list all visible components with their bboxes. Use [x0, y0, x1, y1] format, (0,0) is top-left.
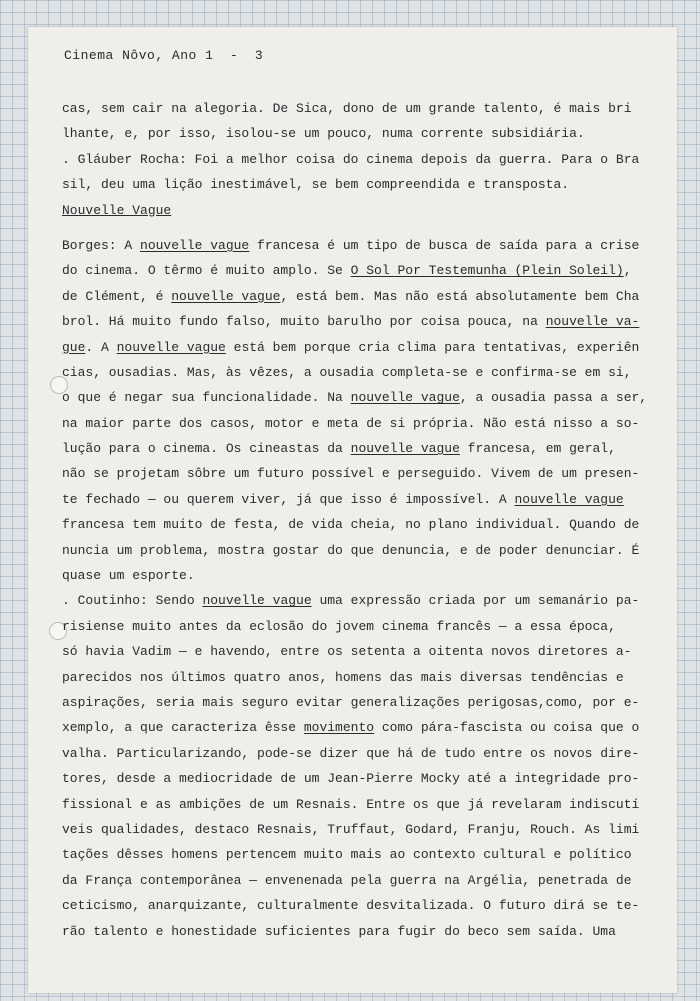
text-run: ceticismo, anarquizante, culturalmente desvitalizada. O futuro dirá se te- [62, 898, 640, 914]
text-run: do cinema. O têrmo é muito amplo. Se [62, 263, 351, 279]
text-run: te fechado — ou querem viver, já que isso é impossível. A [62, 491, 515, 507]
text-line [62, 715, 662, 740]
text-run: nuncia um problema, mostra gostar do que denuncia, e de poder denunciar. É [62, 542, 640, 558]
text-run: xemplo, a que caracteriza êsse [62, 720, 304, 736]
text-run: veis qualidades, destaco Resnais, Truffaut, Godard, Franju, Rouch. As limi [62, 821, 640, 837]
text-line [62, 868, 662, 893]
text-run: rão talento e honestidade suficientes para fugir do beco sem saída. Uma [62, 923, 616, 939]
text-line [62, 284, 662, 309]
text-run: . Gláuber Rocha: Foi a melhor coisa do cinema depois da guerra. Para o Bra [62, 151, 640, 167]
underlined-text: nouvelle va- [545, 314, 640, 330]
underlined-text: nouvelle vague [116, 339, 226, 355]
text-run: só havia Vadim — e havendo, entre os setenta a oitenta novos diretores a- [62, 644, 632, 660]
text-run: fissional e as ambições de um Resnais. Entre os que já revelaram indiscutí [62, 796, 640, 812]
underlined-text: nouvelle vague [140, 237, 250, 253]
text-run: cias, ousadias. Mas, às vêzes, a ousadia completa-se e confirma-se em si, [62, 364, 632, 380]
text-run: , está bem. Mas não está absolutamente bem Cha [280, 288, 640, 304]
text-run: cas, sem cair na alegoria. De Sica, dono de um grande talento, é mais bri [62, 101, 632, 116]
text-run: francesa, em geral, [459, 441, 616, 457]
text-line [62, 233, 662, 258]
text-line [62, 172, 662, 197]
text-line [62, 436, 662, 461]
text-line [62, 360, 662, 385]
text-line [62, 665, 662, 690]
text-run: risiense muito antes da eclosão do jovem cinema francês — a essa época, [62, 618, 616, 634]
underlined-text: nouvelle vague [514, 491, 624, 507]
text-line [62, 766, 662, 791]
underlined-text: nouvelle vague [171, 288, 281, 304]
text-run: uma expressão criada por um semanário pa- [311, 593, 640, 609]
text-line [62, 385, 662, 410]
text-line [62, 588, 662, 613]
text-run: na maior parte dos casos, motor e meta de si própria. Não está nisso a so- [62, 415, 640, 431]
text-line [62, 121, 662, 146]
text-line [62, 512, 662, 537]
text-line [62, 335, 662, 360]
text-run: , a ousadia passa a ser, [459, 390, 648, 406]
underlined-text: movimento [303, 720, 375, 736]
body-text [62, 96, 662, 944]
text-run: como pára-fascista ou coisa que o [374, 720, 640, 736]
text-run: francesa tem muito de festa, de vida cheia, no plano individual. Quando de [62, 517, 640, 533]
text-run: aspirações, seria mais seguro evitar generalizações perigosas,como, por e- [62, 694, 640, 710]
text-line [62, 538, 662, 563]
text-line [62, 309, 662, 334]
text-line [62, 919, 662, 944]
text-run: tações dêsses homens pertencem muito mais ao contexto cultural e político [62, 847, 632, 863]
text-line [62, 690, 662, 715]
text-run: valha. Particularizando, pode-se dizer que há de tudo entre os novos dire- [62, 745, 640, 761]
text-run: quase um esporte. [62, 568, 195, 584]
text-run: não se projetam sôbre um futuro possível e perseguido. Vivem de um presen- [62, 466, 640, 482]
underlined-text: nouvelle vague [350, 390, 460, 406]
typewritten-page [28, 27, 677, 993]
text-run: brol. Há muito fundo falso, muito barulho por coisa pouca, na [62, 314, 546, 330]
text-line [62, 893, 662, 918]
text-line [62, 614, 662, 639]
text-line [62, 411, 662, 436]
text-run: lução para o cinema. Os cineastas da [62, 441, 351, 457]
text-run: . Coutinho: Sendo [62, 593, 203, 609]
underlined-text: nouvelle vague [202, 593, 312, 609]
text-run: o que é negar sua funcionalidade. Na [62, 390, 351, 406]
text-run: está bem porque cria clima para tentativas, experiên [225, 339, 640, 355]
text-line [62, 741, 662, 766]
text-run: Borges: A [62, 237, 141, 253]
underlined-text: nouvelle vague [350, 441, 460, 457]
text-line [62, 842, 662, 867]
text-run: de Clément, é [62, 288, 172, 304]
text-run: da França contemporânea — envenenada pela guerra na Argélia, penetrada de [62, 872, 632, 888]
text-line [62, 147, 662, 172]
text-line [62, 817, 662, 842]
text-line [62, 96, 662, 121]
text-run: lhante, e, por isso, isolou-se um pouco, numa corrente subsidiária. [62, 126, 585, 142]
page-header: Cinema Nôvo, Ano 1 - 3 [64, 48, 264, 63]
text-line [62, 563, 662, 588]
text-run: . A [85, 339, 117, 355]
underlined-text: gue [62, 339, 86, 355]
text-run: sil, deu uma lição inestimável, se bem compreendida e transposta. [62, 177, 570, 193]
text-line [62, 487, 662, 512]
text-run: francesa é um tipo de busca de saída para a crise [249, 237, 640, 253]
text-line [62, 639, 662, 664]
text-run: parecidos nos últimos quatro anos, homens das mais diversas tendências e [62, 669, 624, 685]
text-run: , [623, 263, 632, 279]
underlined-text: O Sol Por Testemunha (Plein Soleil) [350, 263, 624, 279]
text-line [62, 258, 662, 283]
text-run: tores, desde a mediocridade de um Jean-Pierre Mocky até a integridade pro- [62, 771, 640, 787]
text-line [62, 461, 662, 486]
text-line [62, 792, 662, 817]
section-heading: Nouvelle Vague [62, 202, 172, 218]
